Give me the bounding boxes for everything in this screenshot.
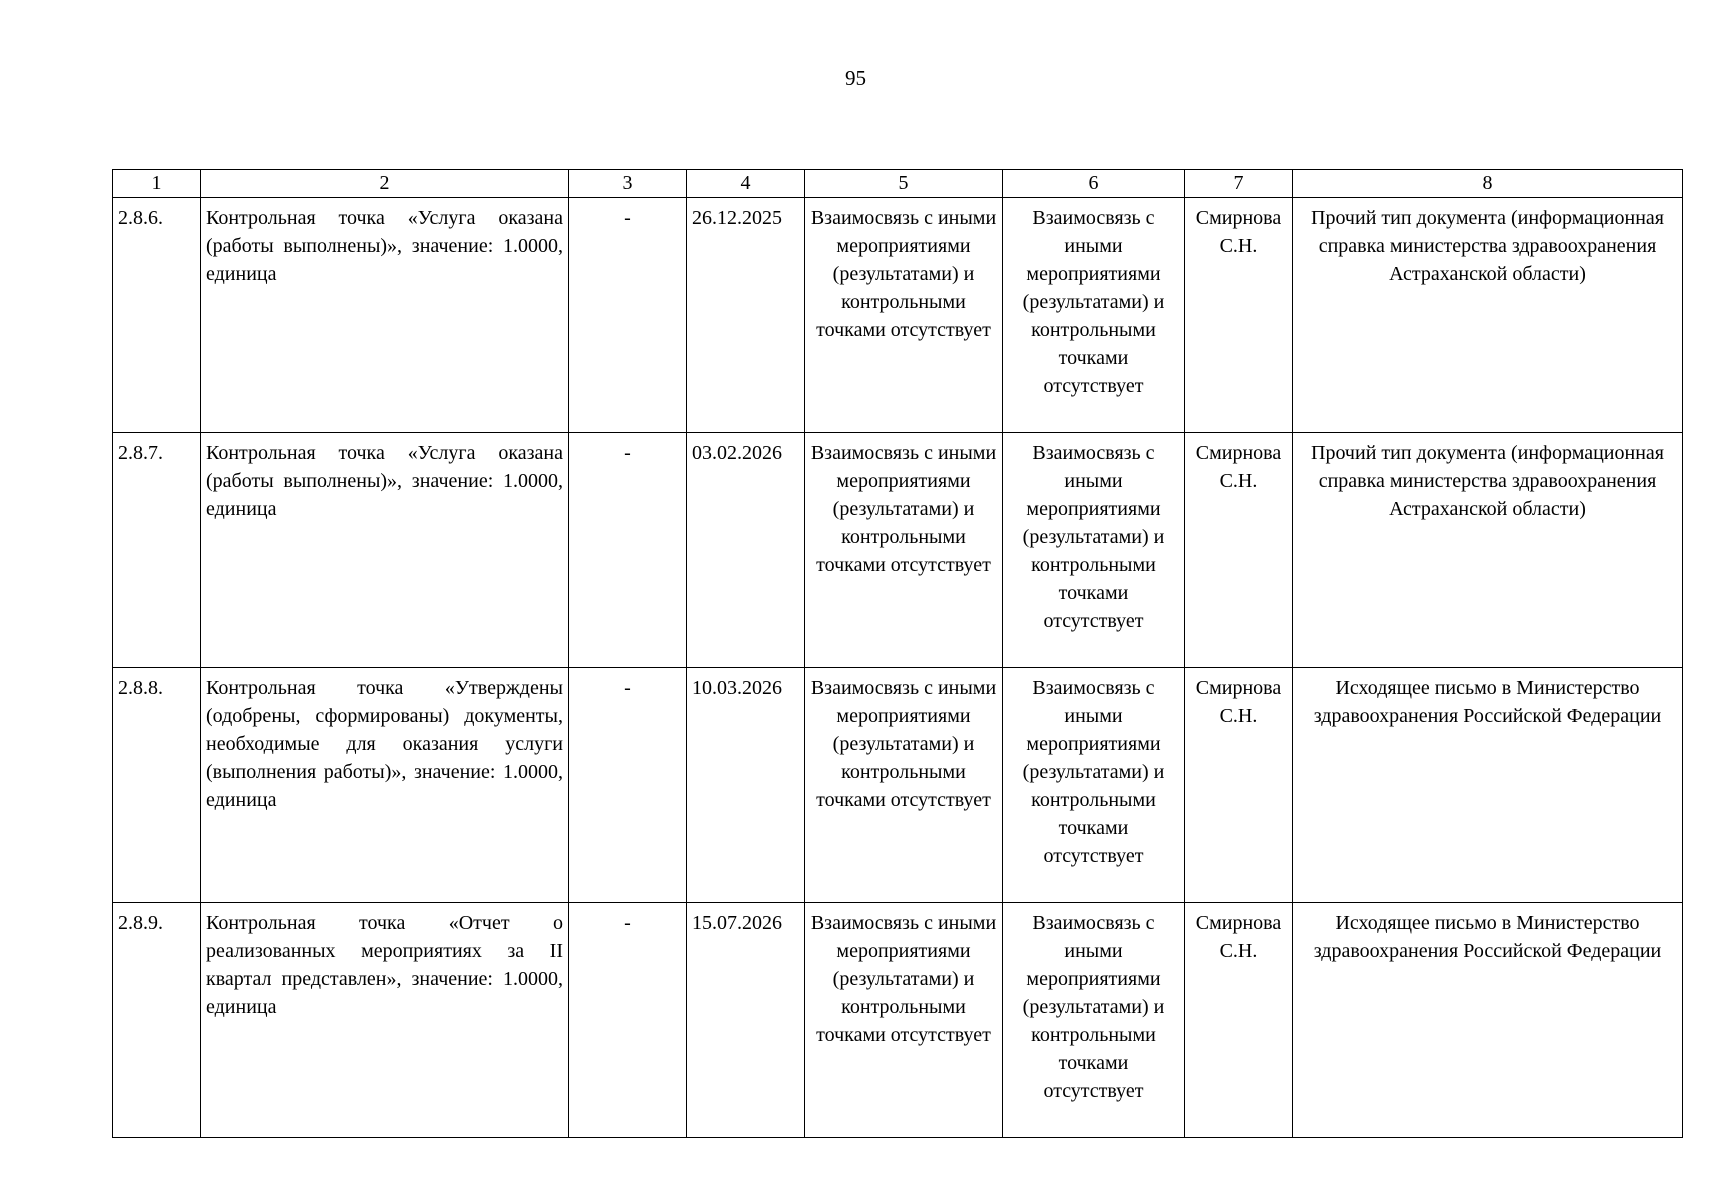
col3-value: - <box>569 903 687 1138</box>
responsible-person: Смирнова С.Н. <box>1185 433 1293 668</box>
table-row <box>113 903 1683 1138</box>
control-point-name: Контрольная точка «Услуга оказана (работы выполнены)», значение: 1.0000, единица <box>201 433 569 668</box>
page-number: 95 <box>845 66 866 90</box>
table-row <box>113 668 1683 903</box>
relation-text: Взаимосвязь с иными мероприятиями (результатами) и контрольными точками отсутствует <box>1003 433 1185 668</box>
deadline-date: 03.02.2026 <box>687 433 805 668</box>
control-point-name: Контрольная точка «Утверждены (одобрены, сформированы) документы, необходимые для оказания услуги (выполнения работы)», значение: 1.0000, единица <box>201 668 569 903</box>
relation-text: Взаимосвязь с иными мероприятиями (результатами) и контрольными точками отсутствует <box>1003 198 1185 433</box>
column-header: 4 <box>687 170 805 198</box>
relation-text: Взаимосвязь с иными мероприятиями (результатами) и контрольными точками отсутствует <box>805 433 1003 668</box>
relation-text: Взаимосвязь с иными мероприятиями (результатами) и контрольными точками отсутствует <box>805 668 1003 903</box>
control-point-name: Контрольная точка «Отчет о реализованных мероприятиях за II квартал представлен», значение: 1.0000, единица <box>201 903 569 1138</box>
row-number: 2.8.7. <box>113 433 201 668</box>
relation-text: Взаимосвязь с иными мероприятиями (результатами) и контрольными точками отсутствует <box>1003 903 1185 1138</box>
document-type: Исходящее письмо в Министерство здравоохранения Российской Федерации <box>1293 668 1683 903</box>
column-header: 2 <box>201 170 569 198</box>
row-number: 2.8.8. <box>113 668 201 903</box>
column-header: 6 <box>1003 170 1185 198</box>
column-header: 7 <box>1185 170 1293 198</box>
col3-value: - <box>569 198 687 433</box>
relation-text: Взаимосвязь с иными мероприятиями (результатами) и контрольными точками отсутствует <box>805 903 1003 1138</box>
document-type: Прочий тип документа (информационная справка министерства здравоохранения Астраханской области) <box>1293 433 1683 668</box>
responsible-person: Смирнова С.Н. <box>1185 198 1293 433</box>
column-header: 8 <box>1293 170 1683 198</box>
column-header: 5 <box>805 170 1003 198</box>
column-header: 3 <box>569 170 687 198</box>
document-type: Прочий тип документа (информационная справка министерства здравоохранения Астраханской области) <box>1293 198 1683 433</box>
deadline-date: 15.07.2026 <box>687 903 805 1138</box>
document-type: Исходящее письмо в Министерство здравоохранения Российской Федерации <box>1293 903 1683 1138</box>
column-header: 1 <box>113 170 201 198</box>
responsible-person: Смирнова С.Н. <box>1185 903 1293 1138</box>
row-number: 2.8.9. <box>113 903 201 1138</box>
header-row <box>113 170 1683 198</box>
table-row <box>113 198 1683 433</box>
row-number: 2.8.6. <box>113 198 201 433</box>
relation-text: Взаимосвязь с иными мероприятиями (результатами) и контрольными точками отсутствует <box>805 198 1003 433</box>
table-row <box>113 433 1683 668</box>
col3-value: - <box>569 433 687 668</box>
deadline-date: 10.03.2026 <box>687 668 805 903</box>
control-point-name: Контрольная точка «Услуга оказана (работы выполнены)», значение: 1.0000, единица <box>201 198 569 433</box>
deadline-date: 26.12.2025 <box>687 198 805 433</box>
relation-text: Взаимосвязь с иными мероприятиями (результатами) и контрольными точками отсутствует <box>1003 668 1185 903</box>
responsible-person: Смирнова С.Н. <box>1185 668 1293 903</box>
col3-value: - <box>569 668 687 903</box>
control-points-table <box>112 169 1683 1138</box>
